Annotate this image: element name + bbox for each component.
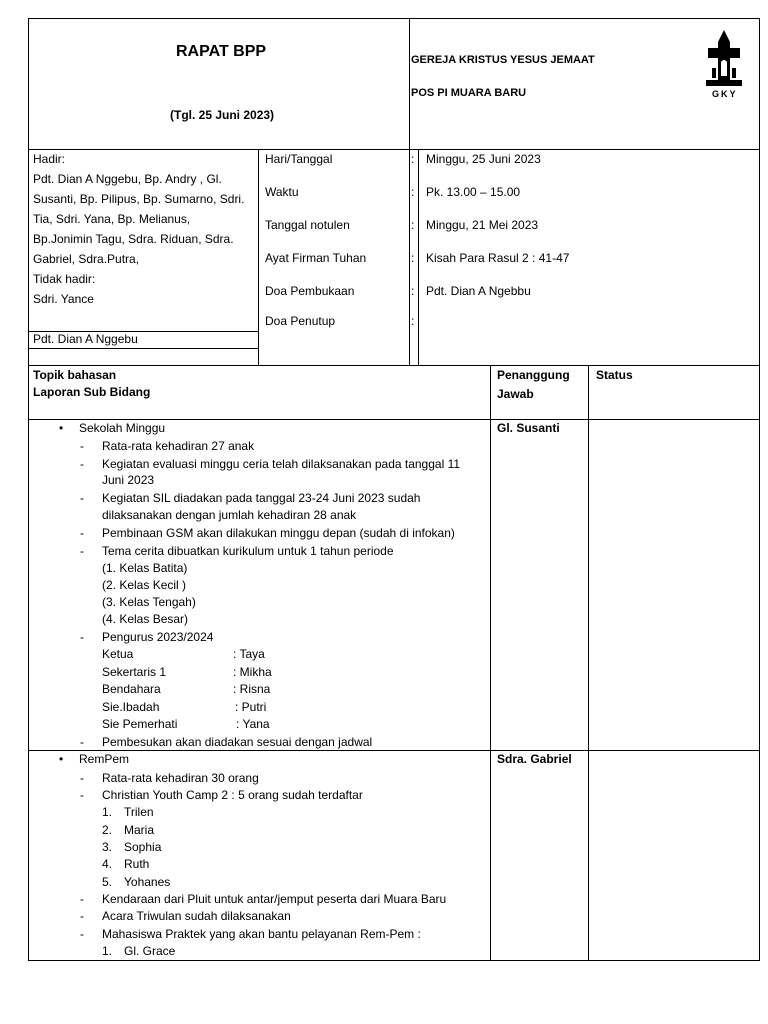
dash: - [80,439,84,453]
info-label: Ayat Firman Tuhan [265,251,367,265]
pengurus-role: Sie.Ibadah [102,700,160,714]
info-sep: : [411,185,415,199]
info-sep: : [411,251,415,265]
pj-header: Penanggung [497,368,570,382]
camper-name: Ruth [124,857,150,871]
dash: - [80,457,84,471]
logo-text: GKY [712,89,738,99]
dash: - [80,735,84,749]
info-sep: : [411,314,415,328]
camper-name: Trilen [124,805,154,819]
pengurus-role: Sekertaris 1 [102,665,167,679]
pj-header-2: Jawab [497,387,534,401]
pengurus-name: : Taya [233,647,265,661]
dash: - [80,909,84,923]
list-item: Kegiatan SIL diadakan pada tanggal 23-24 Juni 2023 sudah [102,491,421,505]
list-item: Acara Triwulan sudah dilaksanakan [102,909,291,923]
info-value: Pdt. Dian A Ngebbu [426,284,531,298]
list-item: (3. Kelas Tengah) [102,595,196,609]
list-item: Pembesukan akan diadakan sesuai dengan jadwal [102,735,373,749]
camper-name: Yohanes [124,875,171,889]
info-label: Doa Penutup [265,314,336,328]
attendance-line: Bp.Jonimin Tagu, Sdra. Riduan, Sdra. [33,232,234,246]
list-item: Kendaraan dari Pluit untuk antar/jemput peserta dari Muara Baru [102,892,447,906]
pengurus-role: Sie Pemerhati [102,717,178,731]
dash: - [80,491,84,505]
section-pj: Gl. Susanti [497,421,560,435]
camper-num: 1. [102,805,113,819]
section-title: RemPem [79,752,130,766]
info-value: Kisah Para Rasul 2 : 41-47 [426,251,570,265]
dash: - [80,526,84,540]
attendance-line: Hadir: [33,152,66,166]
meeting-title: RAPAT BPP [176,43,267,60]
camper-num: 2. [102,823,113,837]
list-item: Juni 2023 [102,473,155,487]
pengurus-name: : Yana [236,717,270,731]
section-title: Sekolah Minggu [79,421,166,435]
info-label: Tanggal notulen [265,218,350,232]
info-label: Doa Pembukaan [265,284,355,298]
dash: - [80,544,84,558]
dash: - [80,927,84,941]
church-name: GEREJA KRISTUS YESUS JEMAAT [411,54,595,66]
topic-subheader: Laporan Sub Bidang [33,385,151,399]
list-item: Pembinaan GSM akan dilakukan minggu depan (sudah di infokan) [102,526,455,540]
list-item: Rata-rata kehadiran 27 anak [102,439,255,453]
list-item: Rata-rata kehadiran 30 orang [102,771,259,785]
topic-header: Topik bahasan [33,368,117,382]
info-value: Minggu, 21 Mei 2023 [426,218,539,232]
attendance-line: Tidak hadir: [33,272,96,286]
attendance-line: Tia, Sdri. Yana, Bp. Melianus, [33,212,191,226]
attendance-line: Susanti, Bp. Pilipus, Bp. Sumarno, Sdri. [33,192,245,206]
meeting-leader: Pdt. Dian A Nggebu [33,332,138,346]
list-item: Kegiatan evaluasi minggu ceria telah dilaksanakan pada tanggal 11 [102,457,461,471]
dash: - [80,788,84,802]
camper-name: Sophia [124,840,162,854]
list-item: Tema cerita dibuatkan kurikulum untuk 1 tahun periode [102,544,394,558]
list-item: dilaksanakan dengan jumlah kehadiran 28 anak [102,508,357,522]
camper-num: 5. [102,875,113,889]
camper-num: 3. [102,840,113,854]
info-sep: : [411,218,415,232]
dash: - [80,771,84,785]
list-item: (2. Kelas Kecil ) [102,578,187,592]
pengurus-role: Ketua [102,647,134,661]
pengurus-role: Bendahara [102,682,161,696]
list-item: Mahasiswa Praktek yang akan bantu pelayanan Rem-Pem : [102,927,421,941]
camper-name: Maria [124,823,155,837]
list-item: (4. Kelas Besar) [102,612,189,626]
attendance-line: Sdri. Yance [33,292,94,306]
list-item: Pengurus 2023/2024 [102,630,214,644]
info-sep: : [411,152,415,166]
list-item: Christian Youth Camp 2 : 5 orang sudah terdaftar [102,788,363,802]
meeting-date: (Tgl. 25 Juni 2023) [170,108,275,122]
camper-num: 4. [102,857,113,871]
attendance-line: Gabriel, Sdra.Putra, [33,252,140,266]
pengurus-name: : Risna [233,682,271,696]
info-value: Pk. 13.00 – 15.00 [426,185,521,199]
student-num: 1. [102,944,113,958]
info-sep: : [411,284,415,298]
bullet: • [59,752,64,766]
church-branch: POS PI MUARA BARU [411,87,527,99]
pengurus-name: : Putri [235,700,267,714]
student-name: Gl. Grace [124,944,176,958]
status-header: Status [596,368,633,382]
dash: - [80,630,84,644]
list-item: (1. Kelas Batita) [102,561,188,575]
info-label: Waktu [265,185,299,199]
info-label: Hari/Tanggal [265,152,333,166]
attendance-line: Pdt. Dian A Nggebu, Bp. Andry , Gl. [33,172,222,186]
bullet: • [59,421,64,435]
info-value: Minggu, 25 Juni 2023 [426,152,541,166]
section-pj: Sdra. Gabriel [497,752,572,766]
pengurus-name: : Mikha [233,665,272,679]
dash: - [80,892,84,906]
